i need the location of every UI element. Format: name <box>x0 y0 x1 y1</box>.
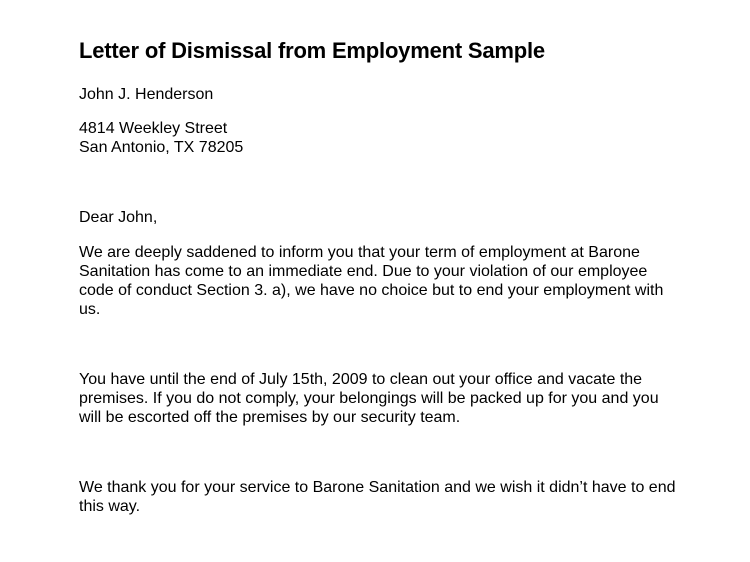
address-line-1: 4814 Weekley Street <box>79 120 228 137</box>
body-paragraph-2: You have until the end of July 15th, 2009 to clean out your office and vacate the premises. If you do not comply, your belongings will be packed up for you and you will be escorted off the premises by our security team. <box>79 371 659 426</box>
recipient-name: John J. Henderson <box>79 86 214 103</box>
body-paragraph-1: We are deeply saddened to inform you that your term of employment at Barone Sanitation has come to an immediate end. Due to your violation of our employee code of conduct Section 3. a), we have no choice but to end your employment with us. <box>79 244 664 318</box>
salutation: Dear John, <box>79 209 158 226</box>
address-line-2: San Antonio, TX 78205 <box>79 139 244 156</box>
document-title: Letter of Dismissal from Employment Sample <box>79 38 545 63</box>
body-paragraph-3: We thank you for your service to Barone Sanitation and we wish it didn’t have to end this way. <box>79 479 676 515</box>
